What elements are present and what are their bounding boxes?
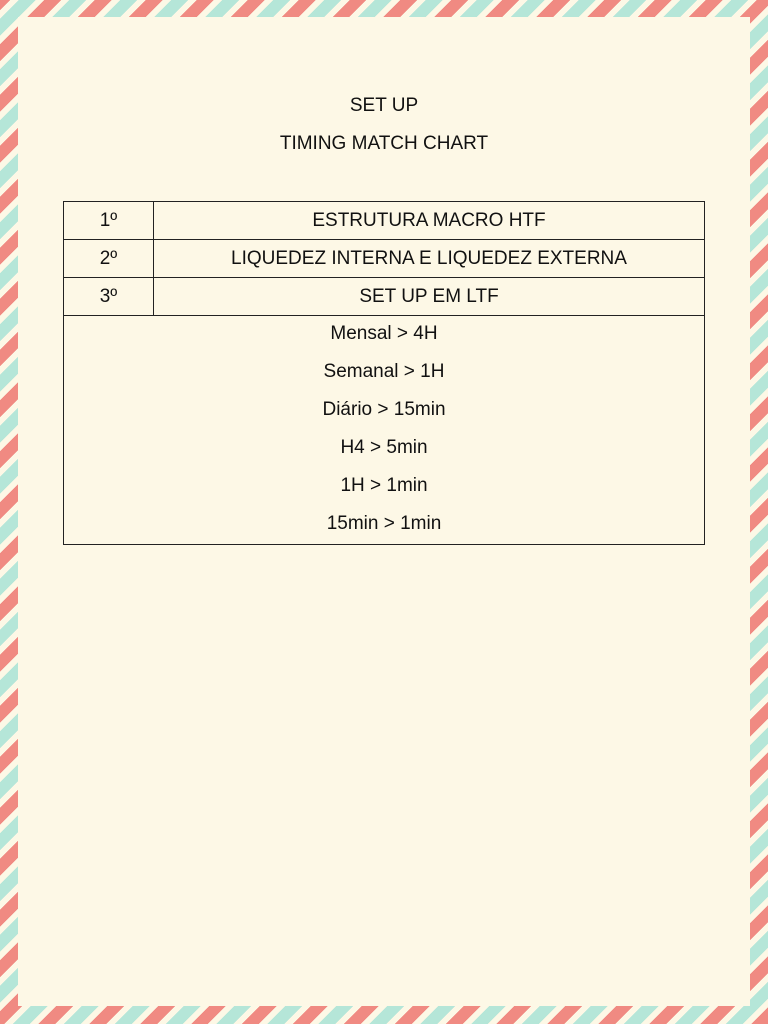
timeframe-pair: Mensal > 4H	[330, 323, 438, 344]
page-subtitle: TIMING MATCH CHART	[279, 133, 489, 154]
timeframe-cell	[64, 316, 705, 545]
step-number: 2º	[64, 240, 154, 278]
step-label: SET UP EM LTF	[154, 278, 705, 316]
timing-match-table	[63, 201, 705, 545]
timeframe-pair: 1H > 1min	[340, 475, 428, 496]
table-row	[64, 240, 705, 278]
timeframe-pair: 15min > 1min	[326, 513, 442, 534]
table-row	[64, 278, 705, 316]
page-title: SET UP	[349, 95, 419, 116]
timeframe-pair: H4 > 5min	[340, 437, 428, 458]
step-number: 1º	[64, 202, 154, 240]
timeframe-pair: Semanal > 1H	[323, 361, 445, 382]
timeframe-pair: Diário > 15min	[322, 399, 446, 420]
step-label: ESTRUTURA MACRO HTF	[154, 202, 705, 240]
step-label: LIQUEDEZ INTERNA E LIQUEDEZ EXTERNA	[154, 240, 705, 278]
step-number: 3º	[64, 278, 154, 316]
table-row	[64, 202, 705, 240]
timeframe-row	[64, 316, 705, 545]
